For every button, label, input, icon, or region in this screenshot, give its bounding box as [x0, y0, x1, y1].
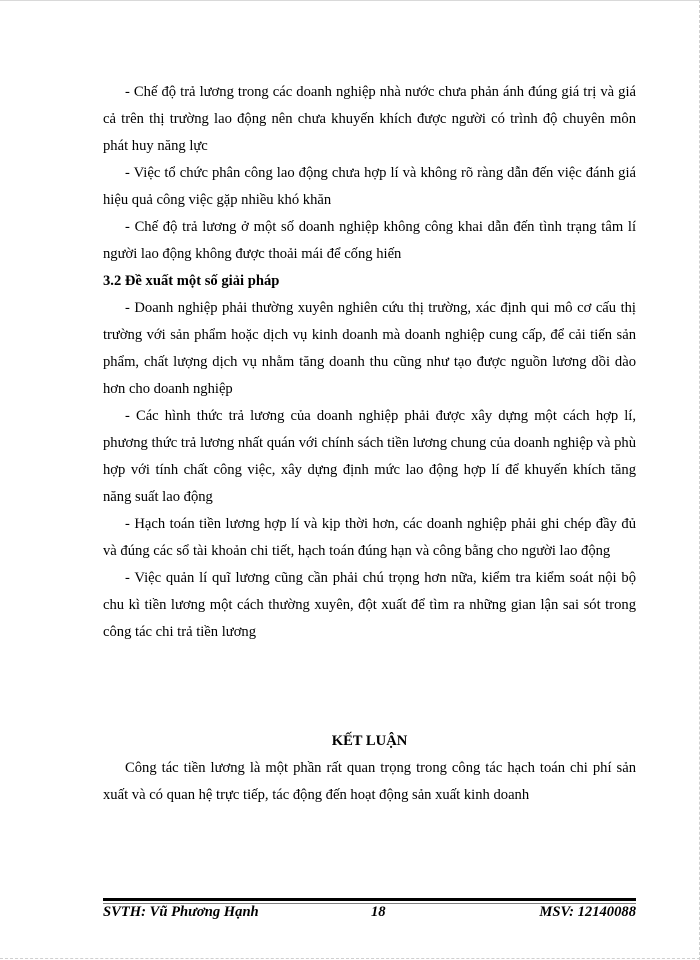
- solution-paragraph-1: - Doanh nghiệp phải thường xuyên nghiên cứu thị trường, xác định qui mô cơ cấu thị trường với sản phẩm hoặc dịch vụ kinh doanh mà doanh nghiệp cung cấp, để cải tiến sản phẩm, chất lượng dịch vụ nhằm tăng doanh thu cũng như tạo được nguồn lương dồi dào hơn cho doanh nghiệp: [103, 300, 636, 397]
- page-bottom-edge: [0, 958, 700, 959]
- page-content: [103, 79, 636, 809]
- conclusion-paragraph: Công tác tiền lương là một phần rất quan trọng trong công tác hạch toán chi phí sản xuất và có quan hệ trực tiếp, tác động đến hoạt động sản xuất kinh doanh: [103, 760, 636, 803]
- solution-paragraph-3: - Hạch toán tiền lương hợp lí và kịp thời hơn, các doanh nghiệp phải ghi chép đầy đủ và đúng các sổ tài khoản chi tiết, hạch toán đúng hạn và công bằng cho người lao động: [103, 516, 636, 559]
- bullet-paragraph-3: - Chế độ trả lương ở một số doanh nghiệp không công khai dẫn đến tình trạng tâm lí người lao động không được thoải mái để cống hiến: [103, 219, 636, 262]
- footer-student-name: SVTH: Vũ Phương Hạnh: [103, 904, 259, 920]
- section-heading: 3.2 Đề xuất một số giải pháp: [103, 273, 280, 289]
- solution-paragraph-2: - Các hình thức trả lương của doanh nghiệp phải được xây dựng một cách hợp lí, phương thức trả lương nhất quán với chính sách tiền lương chung của doanh nghiệp và phù hợp với tính chất công việc, xây dựng định mức lao động hợp lí để khuyến khích tăng năng suất lao động: [103, 408, 636, 505]
- footer-rule: [103, 898, 636, 901]
- footer-page-number: 18: [371, 904, 386, 920]
- conclusion-title: KẾT LUẬN: [331, 733, 408, 749]
- page-footer: [103, 898, 636, 928]
- solution-paragraph-4: - Việc quản lí quĩ lương cũng cần phải chú trọng hơn nữa, kiểm tra kiểm soát nội bộ chu kì tiền lương một cách thường xuyên, đột xuất để tìm ra những gian lận sai sót trong công tác chi trả tiền lương: [103, 570, 636, 640]
- bullet-paragraph-2: - Việc tổ chức phân công lao động chưa hợp lí và không rõ ràng dẫn đến việc đánh giá hiệu quả công việc gặp nhiều khó khăn: [103, 165, 636, 208]
- bullet-paragraph-1: - Chế độ trả lương trong các doanh nghiệp nhà nước chưa phản ánh đúng giá trị và giá cả trên thị trường lao động nên chưa khuyến khích được người có trình độ chuyên môn phát huy năng lực: [103, 84, 636, 154]
- footer-student-id: MSV: 12140088: [539, 904, 636, 920]
